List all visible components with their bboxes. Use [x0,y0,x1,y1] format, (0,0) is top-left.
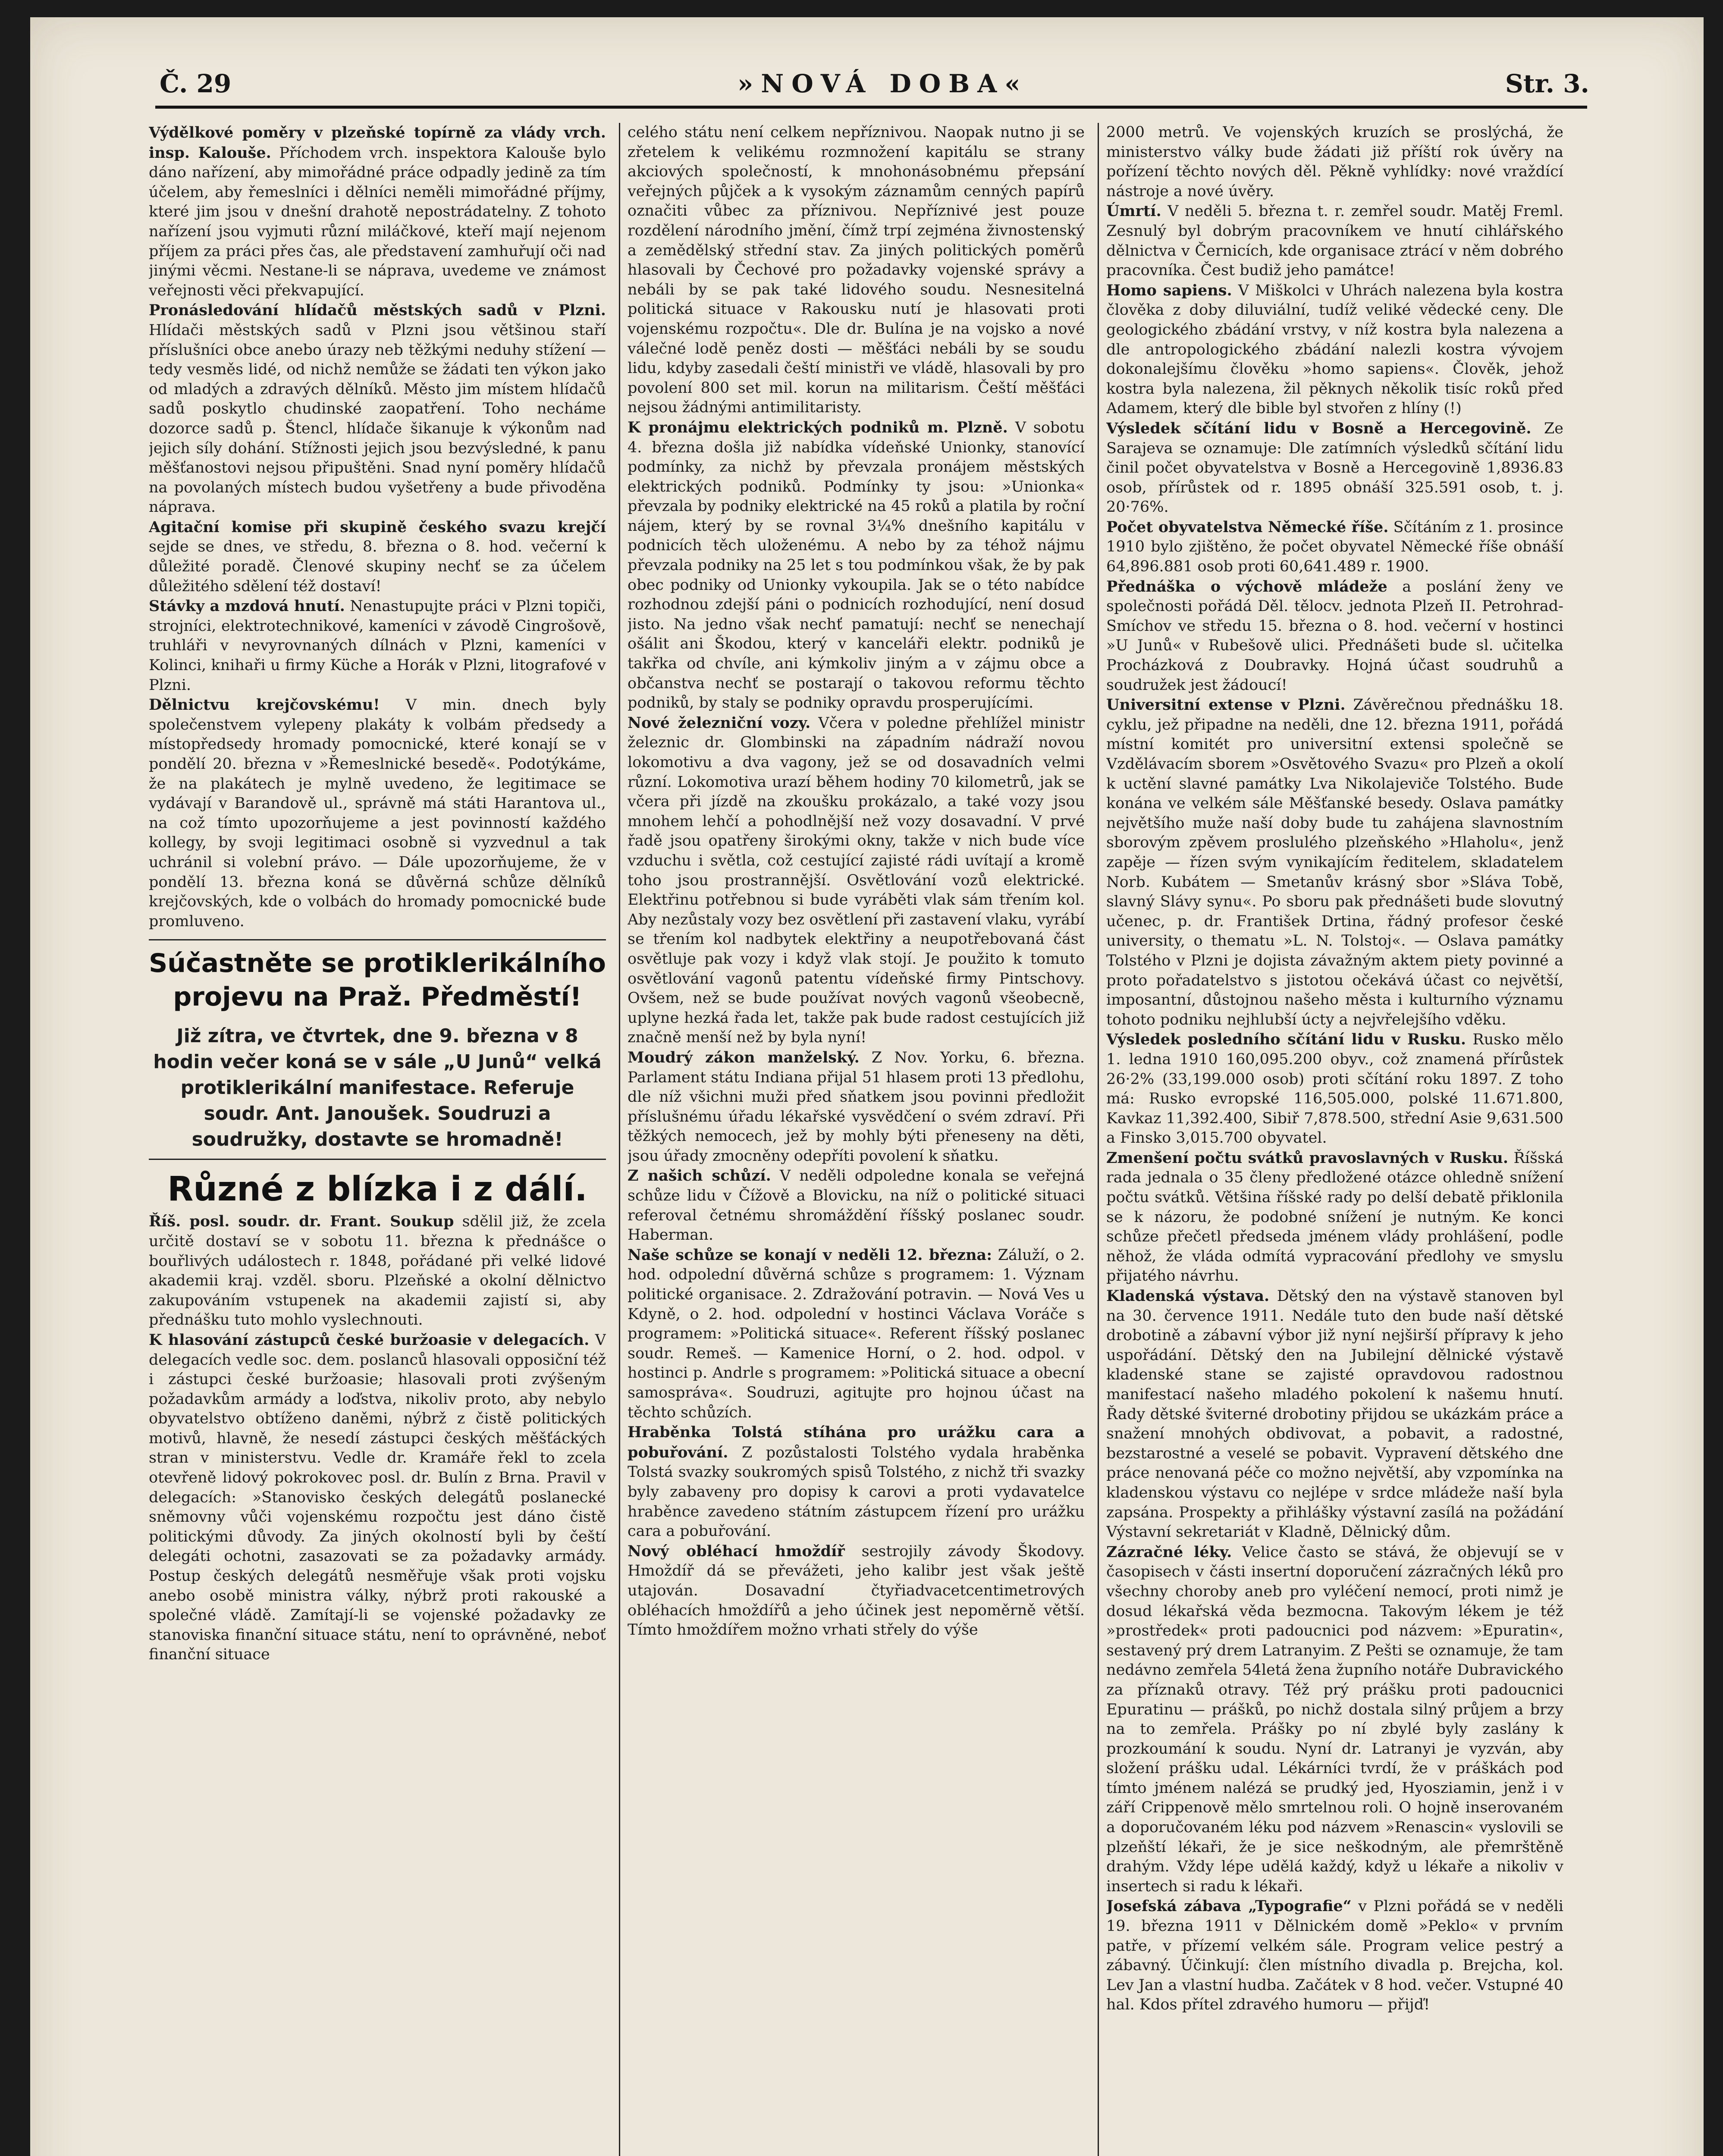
article [628,1423,1085,1542]
article [1106,517,1563,577]
article-headline: Naše schůze se konají v neděli 12. března: [628,1246,992,1264]
announcement-banner-body: Již zítra, ve čtvrtek, dne 9. března v 8 hodin večer koná se v sále „U Junů“ velká protiklerikální manifestace. Referuje soudr. Ant. Janoušek. Soudruzi a soudružky, dostavte se hromadně! [153,1025,602,1151]
article [149,1330,606,1665]
article-body: Včera v poledne přehlížel ministr železnic dr. Glombinski na západním nádraží novou lokomotivu a dva vagony, jež se od dosavadních velmi různí. Lokomotiva urazí během hodiny 70 kilometrů, jak se včera při jízdě na zkoušku prokázalo, a také vozy jsou mnohem lehčí a pohodlnější než vozy dosavadní. V prvé řadě jsou opatřeny širokými okny, takže v nich bude více vzduchu i světla, což cestující zajisté rádi uvítají a kromě toho jsou prostrannější. Osvětlování vozů elektrické. Elektřinu potřebnou si bude vyráběti vlak sám třením kol. Aby nezůstaly vozy bez osvětlení při zastavení vlaku, vyrábí se třením kol nadbytek elektřiny a neupotřebovaná část osvětluje pak vozy i když vlak stojí. Je použito k tomuto osvětlování vagonů patentu vídeňské firmy Pintschovy. Ovšem, než se bude používat nových vagonů všeobecně, uplyne hezká řada let, takže pak bude radost cestujících již značně menší než by byla nyní! [628,714,1085,1047]
article-body: V min. dnech byly společenstvem vylepeny plakáty k volbám předsedy a místopředsedy hromady pomocnické, které konají se v pondělí 20. března v »Řemeslnické besedě«. Podotýkáme, že na plakátech je mylně uvedeno, že legitimace se vydávají v Barandově ul., správně má státi Harantova ul., na což tímto upozorňujeme a jest povinností každého kollegy, by svoji legitimaci osobně si vyzvednul a tak uchránil si volební právo. — Dále upozorňujeme, že v pondělí 13. března koná se důvěrná schůze dělníků krejčovských, kde o volbách do hromady pomocnické bude promluveno. [149,696,606,930]
article-body: V delegacích vedle soc. dem. poslanců hlasovali opposiční též i zástupci české buržoasie; hlasovali proti zvýšeným požadavkům armády a loďstva, nikoliv proto, aby nebylo obyvatelstvo obtíženo daněmi, nýbrž z čistě politických motivů, hlavně, že nesedí zástupci českých měšťáckých stran v ministerstvu. Vedle dr. Kramáře řekl to zcela otevřeně lidový pokrokovec posl. dr. Bulín z Brna. Pravil v delegacích: »Stanovisko českých delegátů poslanecké sněmovny vůči vojenskému rozpočtu jest dáno čistě politickými důvody. Za jiných okolností byli by čeští delegáti ochotni, zasazovati se za požadavky armády. Postup českých delegátů nesměřuje však proti vojsku anebo osobě ministra války, nýbrž proti rakouské a společné vládě. Zamítají-li se vojenské požadavky ze stanoviska finanční situace státu, není to oprávněné, neboť finanční situace [149,1331,606,1664]
article [1106,577,1563,696]
article-headline: Z našich schůzí. [628,1167,771,1185]
article [628,1048,1085,1166]
page-number: Str. 3. [1505,69,1589,98]
article-body: Záluží, o 2. hod. odpolední důvěrná schůze s programem: 1. Význam politické organisace. 2. Zdražování potravin. — Nová Ves u Kdyně, o 2. hod. odpolední v hostinci Václava Voráče s programem: »Politická situace«. Referent říšský poslanec soudr. Remeš. — Kamenice Horní, o 2. hod. odpol. v hostinci p. Andrle s programem: »Politická situace a obecní samospráva«. Soudruzi, agitujte pro hojnou účast na těchto schůzích. [628,1246,1085,1421]
article-headline: Přednáška o výchově mládeže [1106,577,1387,595]
article-body: V neděli odpoledne konala se veřejná schůze lidu v Čížově a Blovicku, na níž o politické situaci referoval četnému shromáždění říšský poslanec soudr. Haberman. [628,1167,1085,1244]
article [1106,1286,1563,1542]
article-headline: Počet obyvatelstva Německé říše. [1106,518,1389,536]
column-3 [1106,123,1563,2156]
article-body: Sčítáním z 1. prosince 1910 bylo zjištěno, že počet obyvatel Německé říše obnáší 64,896.881 osob proti 60,641.489 r. 1900. [1106,518,1563,576]
article-body: Příchodem vrch. inspektora Kalouše bylo dáno nařízení, aby mimořádné práce odpadly jedině za tím účelem, aby řemeslníci i dělníci neměli mimořádné příjmy, které jim jsou v dnešní drahotě nepostrádatelny. Z tohoto nařízení jsou vyjmuti různí miláčkové, kteří mají nejenom příjem za práci přes čas, ale představení zamhuřují oči nad jinými věcmi. Nestane-li se náprava, uvedeme ve známost veřejnosti věci překvapující. [149,144,606,299]
article-body: Nenastupujte práci v Plzni topiči, strojníci, elektrotechnikové, kameníci v závodě Cingrošově, truhláři v nevyrovnaných dílnách v Plzni, kameníci v Kolinci, knihaři u firmy Küche a Horák v Plzni, litografové v Plzni. [149,598,606,694]
article [628,1166,1085,1245]
article-body: Velice často se stává, že objevují se v časopisech v části insertní doporučení zázračných léků pro všechny choroby aneb pro vyléčení nemocí, proti nimž je dosud lékařská věda bezmocna. Takovým lékem je též »prostředek« proti padoucnici pod názvem: »Epuratin«, sestavený prý drem Latranyim. Z Pešti se oznamuje, že tam nedávno zemřela 54letá žena župního notáře Dubravického za příznaků otravy. Též prý prášku proti padoucnici Epuratinu — prášků, po nichž dostala silný průjem a brzy na to zemřela. Prášky po ní zbylé byly zaslány k prozkoumání k soudu. Nyní dr. Latranyi je vyzván, aby složení prášku udal. Lékárníci tvrdí, že v práškách pod tímto jménem nalézá se prudký jed, Hyosziamin, jenž i v září Crippenově mělo smrtelnou roli. O hojně inserovaném a doporučovaném léku pod názvem »Renascin« vyslovili se plzeňští lékaři, že je sice neškodným, ale přemrštěně drahým. Vždy lépe udělá každý, když u lékaře a nikoliv v insertech si radu k lékaři. [1106,1543,1563,1895]
article [1106,1896,1563,2015]
article [1106,695,1563,1030]
article-headline: Dělnictvu krejčovskému! [149,696,380,714]
article-body: Z Nov. Yorku, 6. března. Parlament státu Indiana přijal 51 hlasem proti 13 předlohu, dle níž všichni muži před sňatkem jsou povinni předložit příslušnému úřadu lékařské vysvědčení o svém zdraví. Při těžkých nemocech, jež by mohly býti přeneseny na děti, jsou úřady zmocněny odepříti povolení k sňatku. [628,1049,1085,1165]
article-body: celého státu není celkem nepříznivou. Naopak nutno ji se zřetelem k velikému rozmnožení kapitálu se strany akciových společností, k mnohonásobnému přepsání veřejných půjček a k vysokým záznamům cenných papírů označiti vůbec za příznivou. Nepříznivé jest pouze rozdělení národního jmění, čímž trpí zejména živnostenský a zemědělský střední stav. Za jiných politických poměrů hlasovali by Čechové pro požadavky vojenské správy a nebáli by se pak také lidového soudu. Nesnesitelná politická situace v Rakousku nutí je hlasovati proti vojenskému rozpočtu«. Dle dr. Bulína je na vojsko a nové válečné lodě peněz dosti — měšťáci nebáli by se soudu lidu, kdyby zasedali čeští ministři ve vládě, hlasovali by pro povolení 800 set mil. korun na militarism. Čeští měšťáci nejsou žádnými antimilitaristy. [628,124,1085,417]
article-headline: Homo sapiens. [1106,281,1232,299]
article-headline: K hlasování zástupců české buržoasie v delegacích. [149,1331,590,1349]
article-body: a poslání ženy ve společnosti pořádá Děl. tělocv. jednota Plzeň II. Petrohrad-Smíchov ve středu 15. března o 8. hod. večerní v hostinci »U Junů« v Rubešově ulici. Přednášeti bude sl. učitelka Procházková z Doubravky. Hojná účast soudruhů a soudružek jest žádoucí! [1106,578,1563,694]
article [1106,201,1563,280]
article [1106,281,1563,419]
column-2 [628,123,1085,2156]
article [149,301,606,517]
column-1 [149,123,606,2156]
article-headline: Výdělkové poměry v plzeňské topírně za vlády vrch. insp. Kalouše. [149,124,606,162]
article-body: Dětský den na výstavě stanoven byl na 30. července 1911. Nedále tuto den bude naší dětské drobotině a zábavní výbor již nyní nejširší přípravy k jeho uspořádání. Dětský den na Jubilejní dělnické výstavě kladenské stane se zajisté opravdovou radostnou manifestací našeho mladého pokolení k našemu hnutí. Řady dětské šviterné drobotiny přijdou se ukázkám práce a snažení mnohých obdivovat, a pobavit, a radostné, bezstarostné a veselé se pobavit. Vypravení dětského dne práce nenovaná péče co možno největší, aby vzpomínka na kladenskou výstavu co nejlépe v srdce mládeže naší byla zapsána. Prospekty a přihlášky výstavní zasílá na požádání Výstavní sekretariát v Kladně, Dělnický dům. [1106,1288,1563,1541]
article-body: V sobotu 4. března došla již nabídka vídeňské Unionky, stanovící podmínky, za nichž by převzala pronájem městských elektrických podniků. Podmínky ty jsou: »Unionka« převzala by podniky elektrické na 45 roků a platila by roční nájem, který by se rovnal 3¼% dnešního kapitálu v podnicích těch uloženému. A nebo by za téhož nájmu převzala podniky na 25 let s tou podmínkou však, že by pak obec podniky od Unionky vykoupila. Jak se o této nabídce rozhodnou zdejší páni o podnicích rozhodující, není dosud jisto. Na jedno však nechť pamatují: nechť se nenechají ošálit ani Škodou, který v kanceláři elektr. podniků je takřka od chvíle, ani kýmkoliv jiným a v zájmu obce a občanstva nechť se postarají o takovou reformu těchto podniků, by staly se podniky opravdu prosperujícími. [628,419,1085,712]
article [1106,1148,1563,1286]
article [628,713,1085,1048]
article-body: Ze Sarajeva se oznamuje: Dle zatímních výsledků sčítání lidu činil počet obyvatelstva v Bosně a Hercegovině 1,8936.83 osob, přírůstek od r. 1895 obnáší 325.591 osob, t. j. 20·76%. [1106,420,1563,516]
article-headline: Zmenšení počtu svátků pravoslavných v Rusku. [1106,1149,1509,1167]
article [1106,1030,1563,1148]
article-body: Říšská rada jednala o 35 členy předložené otázce ohledně snížení počtu svátků. Většina říšské rady po delší debatě přiklonila se k názoru, že podobné snížení je nutným. Ke konci schůze přečetl předseda jménem vlády prohlášení, podle něhož, že vláda odmítá vypracování předlohy ve smyslu přijatého návrhu. [1106,1149,1563,1285]
article [1106,1542,1563,1897]
article-headline: Zázračné léky. [1106,1543,1232,1561]
article-body: sdělil již, že zcela určitě dostaví se v sobotu 11. března k přednášce o bouřlivých událostech r. 1848, pořádané při velké lidové akademii kraj. vzděl. sboru. Plzeňské a okolní dělnictvo zakupováním vstupenek na akademii zajistí si, aby přednášku tuto mohlo vyslechnouti. [149,1213,606,1329]
article [149,123,606,301]
article-body: v Plzni pořádá se v neděli 19. března 1911 v Dělnickém domě »Peklo« v prvním patře, v přízemí velkém sále. Program velice pestrý a zábavný. Účinkují: člen místního divadla p. Brejcha, kol. Lev Jan a vlastní hudba. Začátek v 8 hod. večer. Vstupné 40 hal. Kdos přítel zdravého humoru — přijď! [1106,1898,1563,2014]
article-headline: Stávky a mzdová hnutí. [149,597,345,615]
newspaper-page [30,17,1704,2156]
article-headline: Hraběnka Tolstá stíhána pro urážku cara a pobuřování. [628,1423,1085,1461]
article-body: V neděli 5. března t. r. zemřel soudr. Matěj Freml. Zesnulý byl dobrým pracovníkem ve hnutí cihlářského dělnictva v Černicích, kde organisace ztrácí v něm dobrého pracovníka. Čest budiž jeho památce! [1106,203,1563,279]
header-rule [155,106,1587,109]
column-divider [619,123,620,2156]
article-body: sestrojily závody Škodovy. Hmoždíř dá se převážeti, jeho kalibr jest však ještě utajován. Dosavadní čtyřiadvacetcentimetrových obléhacích hmoždířů a jeho účinek jest nepoměrně větší. Tímto hmoždířem možno vrhati střely do výše [628,1542,1085,1639]
article-body: sejde se dnes, ve středu, 8. března o 8. hod. večerní k důležité poradě. Členové skupiny nechť se za účelem důležitého sdělení též dostaví! [149,538,606,595]
article [149,695,606,931]
article-body: Z pozůstalosti Tolstého vydala hraběnka Tolstá svazky soukromých spisů Tolstého, z nichž tři svazky byly zabaveny pro dopisy k carovi a proti vydavatelce hraběnce zavedeno státním zástupcem řízení pro urážku cara a pobuřování. [628,1444,1085,1540]
article-headline: Výsledek posledního sčítání lidu v Rusku. [1106,1031,1466,1049]
article-headline: Úmrtí. [1106,202,1161,220]
masthead-title: »NOVÁ DOBA« [738,69,1028,98]
section-title: Různé z blízka i z dálí. [149,1159,606,1209]
article-body: V Miškolci v Uhrách nalezena byla kostra člověka z doby diluviální, tudíž veliké vědecké ceny. Dle geologického zbádání vrstvy, v níž kostra byla nalezena a dle antropologického zbádání nalezli kostra vývojem dokonalejšímu člověku »homo sapiens«. Člověk, jehož kostra byla nalezena, žil pěknych několik tisíc roků před Adamem, který dle bible byl stvořen z hlíny (!) [1106,282,1563,417]
article-headline: Výsledek sčítání lidu v Bosně a Hercegovině. [1106,419,1532,437]
article-body: Hlídači městských sadů v Plzni jsou většinou staří příslušníci obce anebo úrazy neb těžkými neduhy stížení — tedy vesměs lidé, od nichž nemůže se žádati ten výkon jako od mladých a zdravých dělníků. Město jim místem hlídačů sadů poskytlo chudinské zaopatření. Toho necháme dozorce sadů p. Štencl, hlídače šikanuje k výkonům nad jejich síly dohání. Stížnosti jejich jsou bezvýsledné, k panu měšťanostovi nejsou připuštěni. Snad nyní poměry hlídačů na povolaných místech budou vyšetřeny a bude přivoděna náprava. [149,321,606,516]
article-body: Rusko mělo 1. ledna 1910 160,095.200 obyv., což znamená přírůstek 26·2% (33,199.000 osob) proti sčítání roku 1897. Z toho má: Rusko evropské 116,505.000, polské 11.671.800, Kavkaz 11,392.400, Sibiř 7,878.500, střední Asie 9,631.500 a Finsko 3,015.700 obyvatel. [1106,1031,1563,1147]
article [149,1212,606,1330]
article [149,517,606,596]
article-headline: Moudrý zákon manželský. [628,1048,860,1066]
announcement-banner-title: Súčastněte se protiklerikálního projevu na Praž. Předměstí! [149,939,606,1020]
article-headline: Agitační komise při skupině českého svazu krejčí [149,518,606,536]
column-divider [1098,123,1099,2156]
article-body: 2000 metrů. Ve vojenských kruzích se proslýchá, že ministerstvo války bude žádati již příští rok úvěry na pořízení těchto nových děl. Pěkně vyhlídky: nové vraždící nástroje a nové úvěry. [1106,124,1563,200]
article [628,123,1085,418]
article [628,418,1085,713]
article-headline: K pronájmu elektrických podniků m. Plzně. [628,418,1008,436]
article-headline: Nové železniční vozy. [628,714,811,732]
article-body: Závěrečnou přednášku 18. cyklu, jež připadne na neděli, dne 12. března 1911, pořádá místní komitét pro universitní extensi společně se Vzdělávacím sborem »Osvětového Svazu« pro Plzeň a okolí k uctění slavné památky Lva Nikolajeviče Tolstého. Bude konána ve velkém sále Měšťanské besedy. Oslava památky největšího muže naší doby bude tu zahájena slavnostním sborovým zpěvem proslulého plzeňského »Hlaholu«, jenž zapěje — řízen svým vynikajícím ředitelem, skladatelem Norb. Kubátem — Smetanův krásný sbor »Sláva Tobě, slavný Slávy synu«. Po sboru pak přednášeti bude slovutný učenec, p. dr. František Drtina, řádný profesor české university, o thematu »L. N. Tolstoj«. — Oslava památky Tolstého v Plzni je dojista závažným aktem piety povinné a proto pořadatelstvo s jistotou očekává účast co největší, imposantní, důstojnou našeho města i kulturního významu tohoto podniku nejhlubší úcty a nejvřelejšího vděku. [1106,696,1563,1028]
article-headline: Josefská zábava „Typografie“ [1106,1897,1352,1915]
article-headline: Pronásledování hlídačů městských sadů v Plzni. [149,301,606,320]
article [1106,419,1563,517]
article [628,1245,1085,1423]
article [1106,123,1563,201]
article-headline: Nový obléhací hmoždíř [628,1542,845,1560]
issue-number: Č. 29 [160,69,232,98]
article-headline: Kladenská výstava. [1106,1287,1270,1305]
article [149,596,606,695]
article-headline: Universitní extense v Plzni. [1106,696,1346,714]
article [628,1542,1085,1640]
article-headline: Říš. posl. soudr. dr. Frant. Soukup [149,1213,454,1231]
